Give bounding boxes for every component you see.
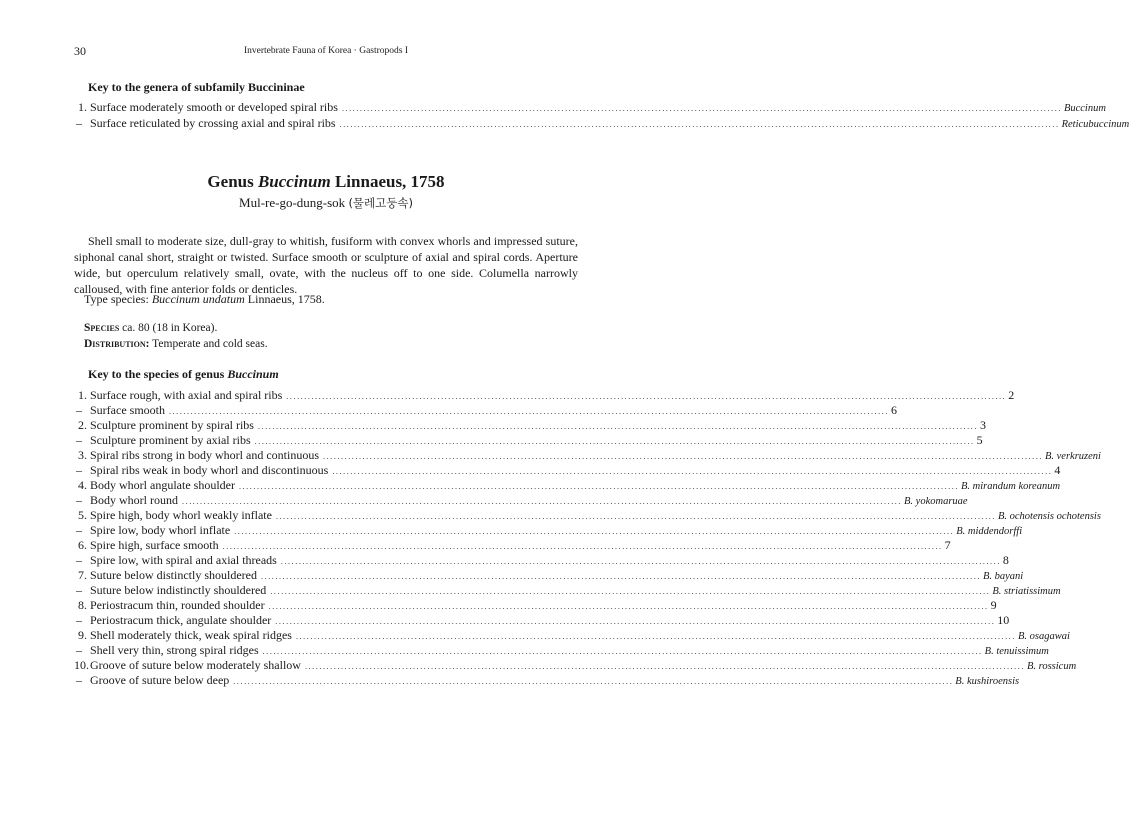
species-key-entry [74, 433, 983, 448]
leader-dots: ........................................................................................................................................................................................................ [339, 120, 1060, 129]
entry-result: B. osagawai [1017, 631, 1070, 642]
entry-result: B. ochotensis ochotensis [997, 511, 1101, 522]
leader-dots: ........................................................................................................................................................................................................ [260, 572, 981, 581]
species-key-entry [74, 403, 897, 418]
entry-result: B. tenuissimum [984, 646, 1049, 657]
page-number: 30 [74, 44, 86, 58]
entry-result: B. mirandum koreanum [960, 481, 1061, 492]
genus-title [74, 172, 578, 192]
entry-result: 5 [976, 433, 983, 447]
leader-dots: ........................................................................................................................................................................................................ [233, 677, 954, 686]
entry-text: Groove of suture below moderately shallow [90, 658, 301, 672]
leader-dots: ........................................................................................................................................................................................................ [341, 104, 1062, 113]
entry-text: Sculpture prominent by axial ribs [90, 433, 251, 447]
species-key-entry [74, 643, 1049, 658]
entry-number: – [76, 643, 82, 657]
entry-result: 4 [1054, 463, 1061, 477]
entry-number: 3. [78, 448, 87, 462]
entry-text: Surface moderately smooth or developed spiral ribs [90, 100, 338, 114]
species-key-title-prefix: Key to the species of genus [88, 367, 225, 381]
distribution-label: Distribution: [84, 338, 150, 350]
entry-text: Body whorl angulate shoulder [90, 478, 235, 492]
species-key-entry [74, 523, 1023, 538]
species-key-entry [74, 388, 1015, 403]
leader-dots: ........................................................................................................................................................................................................ [304, 662, 1025, 671]
genus-name: Buccinum [257, 172, 331, 191]
leader-dots: ........................................................................................................................................................................................................ [332, 467, 1053, 476]
type-species-author: Linnaeus, 1758. [247, 292, 325, 306]
running-head [74, 44, 578, 60]
entry-result: Buccinum [1063, 103, 1106, 114]
distribution [84, 338, 268, 350]
entry-text: Surface reticulated by crossing axial and spiral ribs [90, 116, 336, 130]
entry-result: B. kushiroensis [955, 676, 1020, 687]
leader-dots: ........................................................................................................................................................................................................ [295, 632, 1016, 641]
entry-number: 10. [74, 658, 89, 672]
entry-result: B. yokomaruae [904, 496, 968, 507]
entry-number: 7. [78, 568, 87, 582]
entry-result: 3 [979, 418, 986, 432]
distribution-value: Temperate and cold seas. [152, 338, 268, 350]
entry-number: 8. [78, 598, 87, 612]
species-key-entry [74, 493, 968, 508]
species-key-entry [74, 598, 997, 613]
species-key-entry [74, 448, 1101, 463]
entry-result: 10 [997, 613, 1010, 627]
species-key-entry [74, 478, 1061, 493]
entry-number: 9. [78, 628, 87, 642]
entry-number: – [76, 553, 82, 567]
genus-prefix: Genus [207, 172, 254, 191]
species-key-entry [74, 613, 1010, 628]
species-value: ca. 80 (18 in Korea). [122, 322, 218, 334]
species-key-entry [74, 463, 1061, 478]
entry-result: B. striatissimum [992, 586, 1061, 597]
entry-text: Spire high, body whorl weakly inflate [90, 508, 272, 522]
entry-result: 8 [1002, 553, 1009, 567]
species-key-entry [74, 583, 1061, 598]
entry-text: Spire low, body whorl inflate [90, 523, 231, 537]
leader-dots: ........................................................................................................................................................................................................ [257, 422, 978, 431]
leader-dots: ........................................................................................................................................................................................................ [280, 557, 1001, 566]
entry-result: B. verkruzeni [1044, 451, 1101, 462]
entry-number: – [76, 463, 82, 477]
entry-number: – [76, 523, 82, 537]
species-key-entry [74, 568, 1024, 583]
species-key-title [88, 367, 279, 382]
entry-result: 2 [1008, 388, 1015, 402]
entry-number: 4. [78, 478, 87, 492]
leader-dots: ........................................................................................................................................................................................................ [270, 587, 991, 596]
species-key-entry [74, 658, 1077, 673]
genus-korean-name [74, 195, 578, 211]
entry-text: Shell moderately thick, weak spiral ridges [90, 628, 292, 642]
entry-result: 9 [990, 598, 997, 612]
entry-text: Spire low, with spiral and axial threads [90, 553, 277, 567]
entry-number: 1. [78, 388, 87, 402]
running-title: Invertebrate Fauna of Korea · Gastropods I [243, 46, 409, 56]
leader-dots: ........................................................................................................................................................................................................ [275, 512, 996, 521]
entry-result: B. bayani [982, 571, 1024, 582]
entry-text: Body whorl round [90, 493, 178, 507]
entry-text: Sculpture prominent by spiral ribs [90, 418, 254, 432]
leader-dots: ........................................................................................................................................................................................................ [238, 482, 959, 491]
entry-number: 5. [78, 508, 87, 522]
entry-number: – [76, 583, 82, 597]
species-key-entry [74, 553, 1009, 568]
species-label: Species [84, 322, 120, 334]
type-species-name: Buccinum undatum [151, 292, 245, 306]
entry-number: – [76, 493, 82, 507]
genus-author: Linnaeus, 1758 [334, 172, 445, 191]
entry-result: B. rossicum [1026, 661, 1077, 672]
entry-number: – [76, 116, 82, 130]
leader-dots: ........................................................................................................................................................................................................ [234, 527, 955, 536]
species-key-title-genus: Buccinum [227, 367, 279, 381]
entry-number: – [76, 433, 82, 447]
entry-result: 7 [944, 538, 951, 552]
entry-number: – [76, 613, 82, 627]
entry-number: 6. [78, 538, 87, 552]
type-species-label: Type species: [84, 292, 149, 306]
species-key-entry [74, 538, 951, 553]
entry-number: 2. [78, 418, 87, 432]
leader-dots: ........................................................................................................................................................................................................ [168, 407, 889, 416]
entry-result: Reticubuccinum [1061, 119, 1129, 130]
genus-korean-hangul: (물레고둥속) [348, 196, 413, 210]
entry-text: Spiral ribs strong in body whorl and continuous [90, 448, 319, 462]
leader-dots: ........................................................................................................................................................................................................ [222, 542, 943, 551]
entry-text: Surface smooth [90, 403, 165, 417]
entry-result: 6 [890, 403, 897, 417]
species-key-entry [74, 628, 1070, 643]
type-species [84, 292, 325, 307]
entry-text: Surface rough, with axial and spiral ribs [90, 388, 283, 402]
entry-result: B. middendorffi [956, 526, 1023, 537]
entry-text: Shell very thin, strong spiral ridges [90, 643, 259, 657]
leader-dots: ........................................................................................................................................................................................................ [275, 617, 996, 626]
leader-dots: ........................................................................................................................................................................................................ [182, 497, 902, 506]
species-key-entry [74, 673, 1020, 688]
species-count [84, 322, 217, 334]
genera-key-entry [74, 100, 1106, 115]
entry-number: 1. [78, 100, 87, 114]
entry-text: Periostracum thick, angulate shoulder [90, 613, 272, 627]
leader-dots: ........................................................................................................................................................................................................ [268, 602, 989, 611]
leader-dots: ........................................................................................................................................................................................................ [254, 437, 975, 446]
entry-text: Groove of suture below deep [90, 673, 230, 687]
entry-text: Periostracum thin, rounded shoulder [90, 598, 265, 612]
genera-key-entry [74, 116, 1129, 131]
leader-dots: ........................................................................................................................................................................................................ [286, 392, 1007, 401]
species-key-entry [74, 508, 1101, 523]
genera-key-title: Key to the genera of subfamily Buccininae [88, 80, 305, 94]
genus-description: Shell small to moderate size, dull-gray to whitish, fusiform with convex whorls and impressed suture, siphonal canal short, straight or twisted. Surface smooth or sculpture of axial and spiral cords. Aperture wide, but operculum relatively small, ovate, with the nucleus off to one side. Columella narrowly calloused, with fine anterior folds or denticles. [74, 234, 578, 296]
leader-dots: ........................................................................................................................................................................................................ [262, 647, 983, 656]
entry-number: – [76, 673, 82, 687]
leader-dots: ........................................................................................................................................................................................................ [322, 452, 1043, 461]
species-key-entry [74, 418, 986, 433]
genus-korean-romanized: Mul-re-go-dung-sok [239, 195, 346, 210]
entry-text: Suture below distinctly shouldered [90, 568, 257, 582]
entry-text: Suture below indistinctly shouldered [90, 583, 267, 597]
entry-text: Spire high, surface smooth [90, 538, 219, 552]
entry-text: Spiral ribs weak in body whorl and discontinuous [90, 463, 329, 477]
entry-number: – [76, 403, 82, 417]
